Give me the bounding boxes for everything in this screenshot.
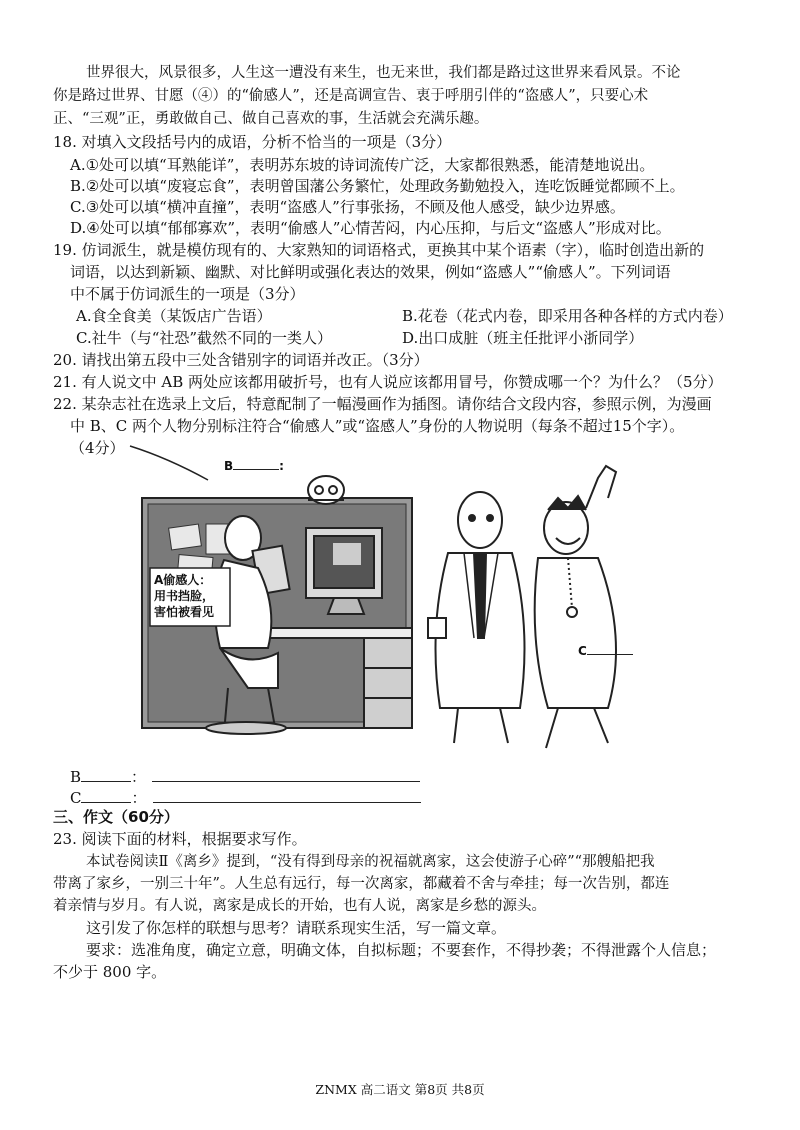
q19-option-d: D.出口成脏（班主任批评小浙同学） bbox=[402, 329, 644, 347]
cartoon-a-caption bbox=[154, 572, 214, 620]
q19-option-c: C.社牛（与“社恐”截然不同的一类人） bbox=[76, 329, 333, 347]
q18-option-c: C.③处可以填“横冲直撞”，表明“盗感人”行事张扬，不顾及他人感受，缺少边界感。 bbox=[70, 198, 625, 216]
q22-line-1: 22. 某杂志社在选录上文后，特意配制了一幅漫画作为插图。请你结合文段内容，参照示例，为漫画 bbox=[53, 395, 712, 413]
q23-requirements-1: 要求：选准角度，确定立意，明确文体，自拟标题；不要套作，不得抄袭；不得泄露个人信息； bbox=[86, 941, 717, 959]
cartoon-c-label: C bbox=[578, 640, 633, 659]
answer-c-name-blank[interactable] bbox=[81, 788, 131, 803]
q23-requirements-2: 不少于 800 字。 bbox=[53, 963, 167, 981]
passage-line-3: 正、“三观”正，勇敢做自己、做自己喜欢的事，生活就会充满乐趣。 bbox=[53, 111, 489, 127]
q21: 21. 有人说文中 AB 两处应该都用破折号，也有人说应该都用冒号，你赞成哪一个？为什么？（5分） bbox=[53, 373, 723, 391]
q19-line-3: 中不属于仿词派生的一项是（3分） bbox=[70, 285, 305, 303]
cartoon-b-label: B : bbox=[224, 455, 284, 474]
q23-stem: 23. 阅读下面的材料，根据要求写作。 bbox=[53, 830, 307, 848]
passage-line-2: 你是路过世界、甘愿（④）的“偷感人”，还是高调宣告、衷于呼朋引伴的“盗感人”，只要心术 bbox=[53, 88, 649, 104]
q18-option-b: B.②处可以填“废寝忘食”，表明曾国藩公务繁忙，处理政务勤勉投入，连吃饭睡觉都顾不上。 bbox=[70, 177, 685, 195]
page-footer: ZNMX 高二语文 第8页 共8页 bbox=[315, 1082, 485, 1097]
q23-prompt: 这引发了你怎样的联想与思考？请联系现实生活，写一篇文章。 bbox=[86, 919, 507, 937]
a-caption-line-3: 害怕被看见 bbox=[154, 605, 215, 619]
q23-material-1: 本试卷阅读Ⅱ《离乡》提到，“没有得到母亲的祝福就离家，这会使游子心碎”“那艘船把我 bbox=[86, 854, 655, 870]
answer-b-label: B bbox=[70, 768, 82, 786]
q22-line-3: （4分） bbox=[70, 439, 125, 457]
q20: 20. 请找出第五段中三处含错别字的词语并改正。（3分） bbox=[53, 351, 429, 369]
q18-option-a: A.①处可以填“耳熟能详”，表明苏东坡的诗词流传广泛，大家都很熟悉，能清楚地说出。 bbox=[70, 156, 655, 174]
q19-option-b: B.花卷（花式内卷，即采用各种各样的方式内卷） bbox=[402, 307, 733, 325]
q19-option-a: A.食全食美（某饭店广告语） bbox=[76, 307, 272, 325]
answer-c-desc-blank[interactable] bbox=[153, 788, 421, 803]
passage-line-1: 世界很大，风景很多，人生这一遭没有来生，也无来世，我们都是路过这世界来看风景。不论 bbox=[86, 65, 681, 81]
q19-line-1: 19. 仿词派生，就是模仿现有的、大家熟知的词语格式，更换其中某个语素（字），临时创造出新的 bbox=[53, 241, 705, 259]
q22-line-2: 中 B、C 两个人物分别标注符合“偷感人”或“盗感人”身份的人物说明（每条不超过15个字）。 bbox=[70, 417, 685, 435]
answer-b-name-blank[interactable] bbox=[81, 767, 131, 782]
q23-material-2: 带离了家乡，一别三十年”。人生总有远行，每一次离家，都藏着不舍与牵挂；每一次告别，都连 bbox=[53, 876, 670, 892]
q19-line-2: 词语，以达到新颖、幽默、对比鲜明或强化表达的效果，例如“盗感人”“偷感人”。下列词语 bbox=[70, 263, 671, 281]
cartoon-illustration bbox=[128, 438, 673, 763]
answer-c-row: C ： bbox=[70, 788, 421, 808]
section-3-heading: 三、作文（60分） bbox=[53, 808, 179, 826]
q18-option-d: D.④处可以填“郁郁寡欢”，表明“偷感人”心情苦闷，内心压抑，与后文“盗感人”形成对比。 bbox=[70, 219, 671, 237]
q18-stem: 18. 对填入文段括号内的成语，分析不恰当的一项是（3分） bbox=[53, 133, 452, 151]
q23-material-3: 着亲情与岁月。有人说，离家是成长的开始，也有人说，离家是乡愁的源头。 bbox=[53, 898, 546, 914]
a-caption-line-1: A偷感人： bbox=[154, 573, 212, 587]
answer-b-desc-blank[interactable] bbox=[152, 767, 420, 782]
answer-c-label: C bbox=[70, 789, 82, 807]
a-caption-line-2: 用书挡脸， bbox=[154, 589, 215, 603]
answer-b-row: B ： bbox=[70, 767, 420, 787]
